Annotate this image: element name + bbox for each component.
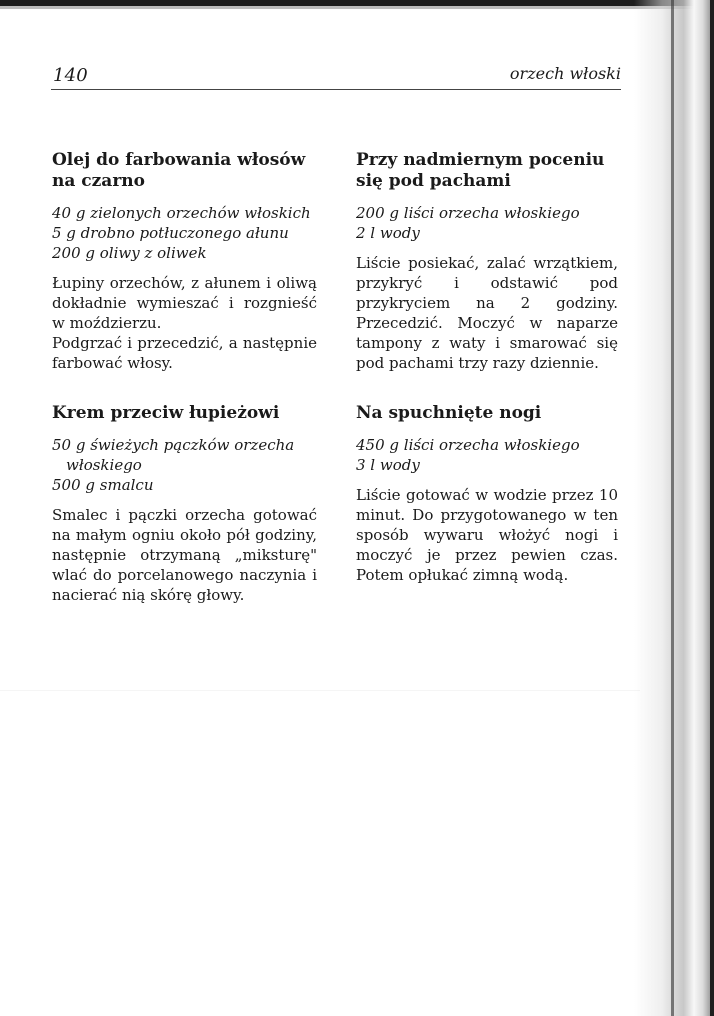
ingredient-list bbox=[356, 203, 618, 243]
running-title: orzech włoski bbox=[509, 64, 621, 83]
recipe-underarm-sweating bbox=[356, 150, 618, 373]
instruction-paragraph: Podgrzać i przecedzić, a następnie farbować włosy. bbox=[52, 334, 317, 372]
recipe-dandruff-cream bbox=[52, 403, 317, 605]
ingredient-list bbox=[52, 203, 317, 263]
ingredient: 50 g świeżych pączków orzecha włoskiego bbox=[52, 436, 295, 474]
page-curl-fold bbox=[671, 0, 674, 1016]
recipe-title: Krem przeciw łupieżowi bbox=[52, 403, 280, 423]
recipe-title: Na spuchnięte nogi bbox=[356, 403, 542, 423]
page-curl-shadow bbox=[634, 0, 714, 1016]
instruction-paragraph: Smalec i pączki orzecha gotować na małym ogniu około pół godziny, następnie otrzymaną „miksturę" wlać do porcelanowego naczynia i nacierać nią skórę głowy. bbox=[52, 506, 317, 604]
ingredient: 2 l wody bbox=[356, 224, 420, 242]
recipe-title: Olej do farbowania włosów na czarno bbox=[52, 150, 306, 191]
ingredient: 450 g liści orzecha włoskiego bbox=[356, 436, 580, 454]
instruction-paragraph: Liście posiekać, zalać wrzątkiem, przykryć i odstawić pod przykryciem na 2 godziny. Przecedzić. Moczyć w naparze tampony z waty i smarować się pod pachami trzy razy dziennie. bbox=[356, 254, 618, 372]
recipe-hair-dye-oil bbox=[52, 150, 317, 373]
recipe-swollen-legs bbox=[356, 403, 618, 585]
instruction-paragraph: Liście gotować w wodzie przez 10 minut. Do przygotowanego w ten sposób wywaru włożyć nogi i moczyć je przez pewien czas. Potem opłukać zimną wodą. bbox=[356, 486, 618, 584]
ingredient: 500 g smalcu bbox=[52, 476, 154, 494]
right-column bbox=[356, 150, 618, 615]
scan-artifact-line bbox=[0, 690, 640, 691]
ingredient: 5 g drobno potłuczonego ałunu bbox=[52, 224, 289, 242]
left-column bbox=[52, 150, 317, 635]
page-edge bbox=[710, 0, 714, 1016]
recipe-title: Przy nadmiernym poceniu się pod pachami bbox=[356, 150, 605, 191]
ingredient-list bbox=[356, 435, 618, 475]
ingredient: 40 g zielonych orzechów włoskich bbox=[52, 204, 311, 222]
ingredient: 200 g liści orzecha włoskiego bbox=[356, 204, 580, 222]
ingredient-list bbox=[52, 435, 317, 495]
header-rule bbox=[51, 89, 621, 90]
page-number: 140 bbox=[53, 65, 88, 86]
scan-top-shade bbox=[0, 6, 714, 9]
ingredient: 200 g oliwy z oliwek bbox=[52, 244, 207, 262]
ingredient: 3 l wody bbox=[356, 456, 420, 474]
instruction-paragraph: Łupiny orzechów, z ałunem i oliwą dokładnie wymieszać i rozgnieść w moździerzu. bbox=[52, 274, 317, 332]
